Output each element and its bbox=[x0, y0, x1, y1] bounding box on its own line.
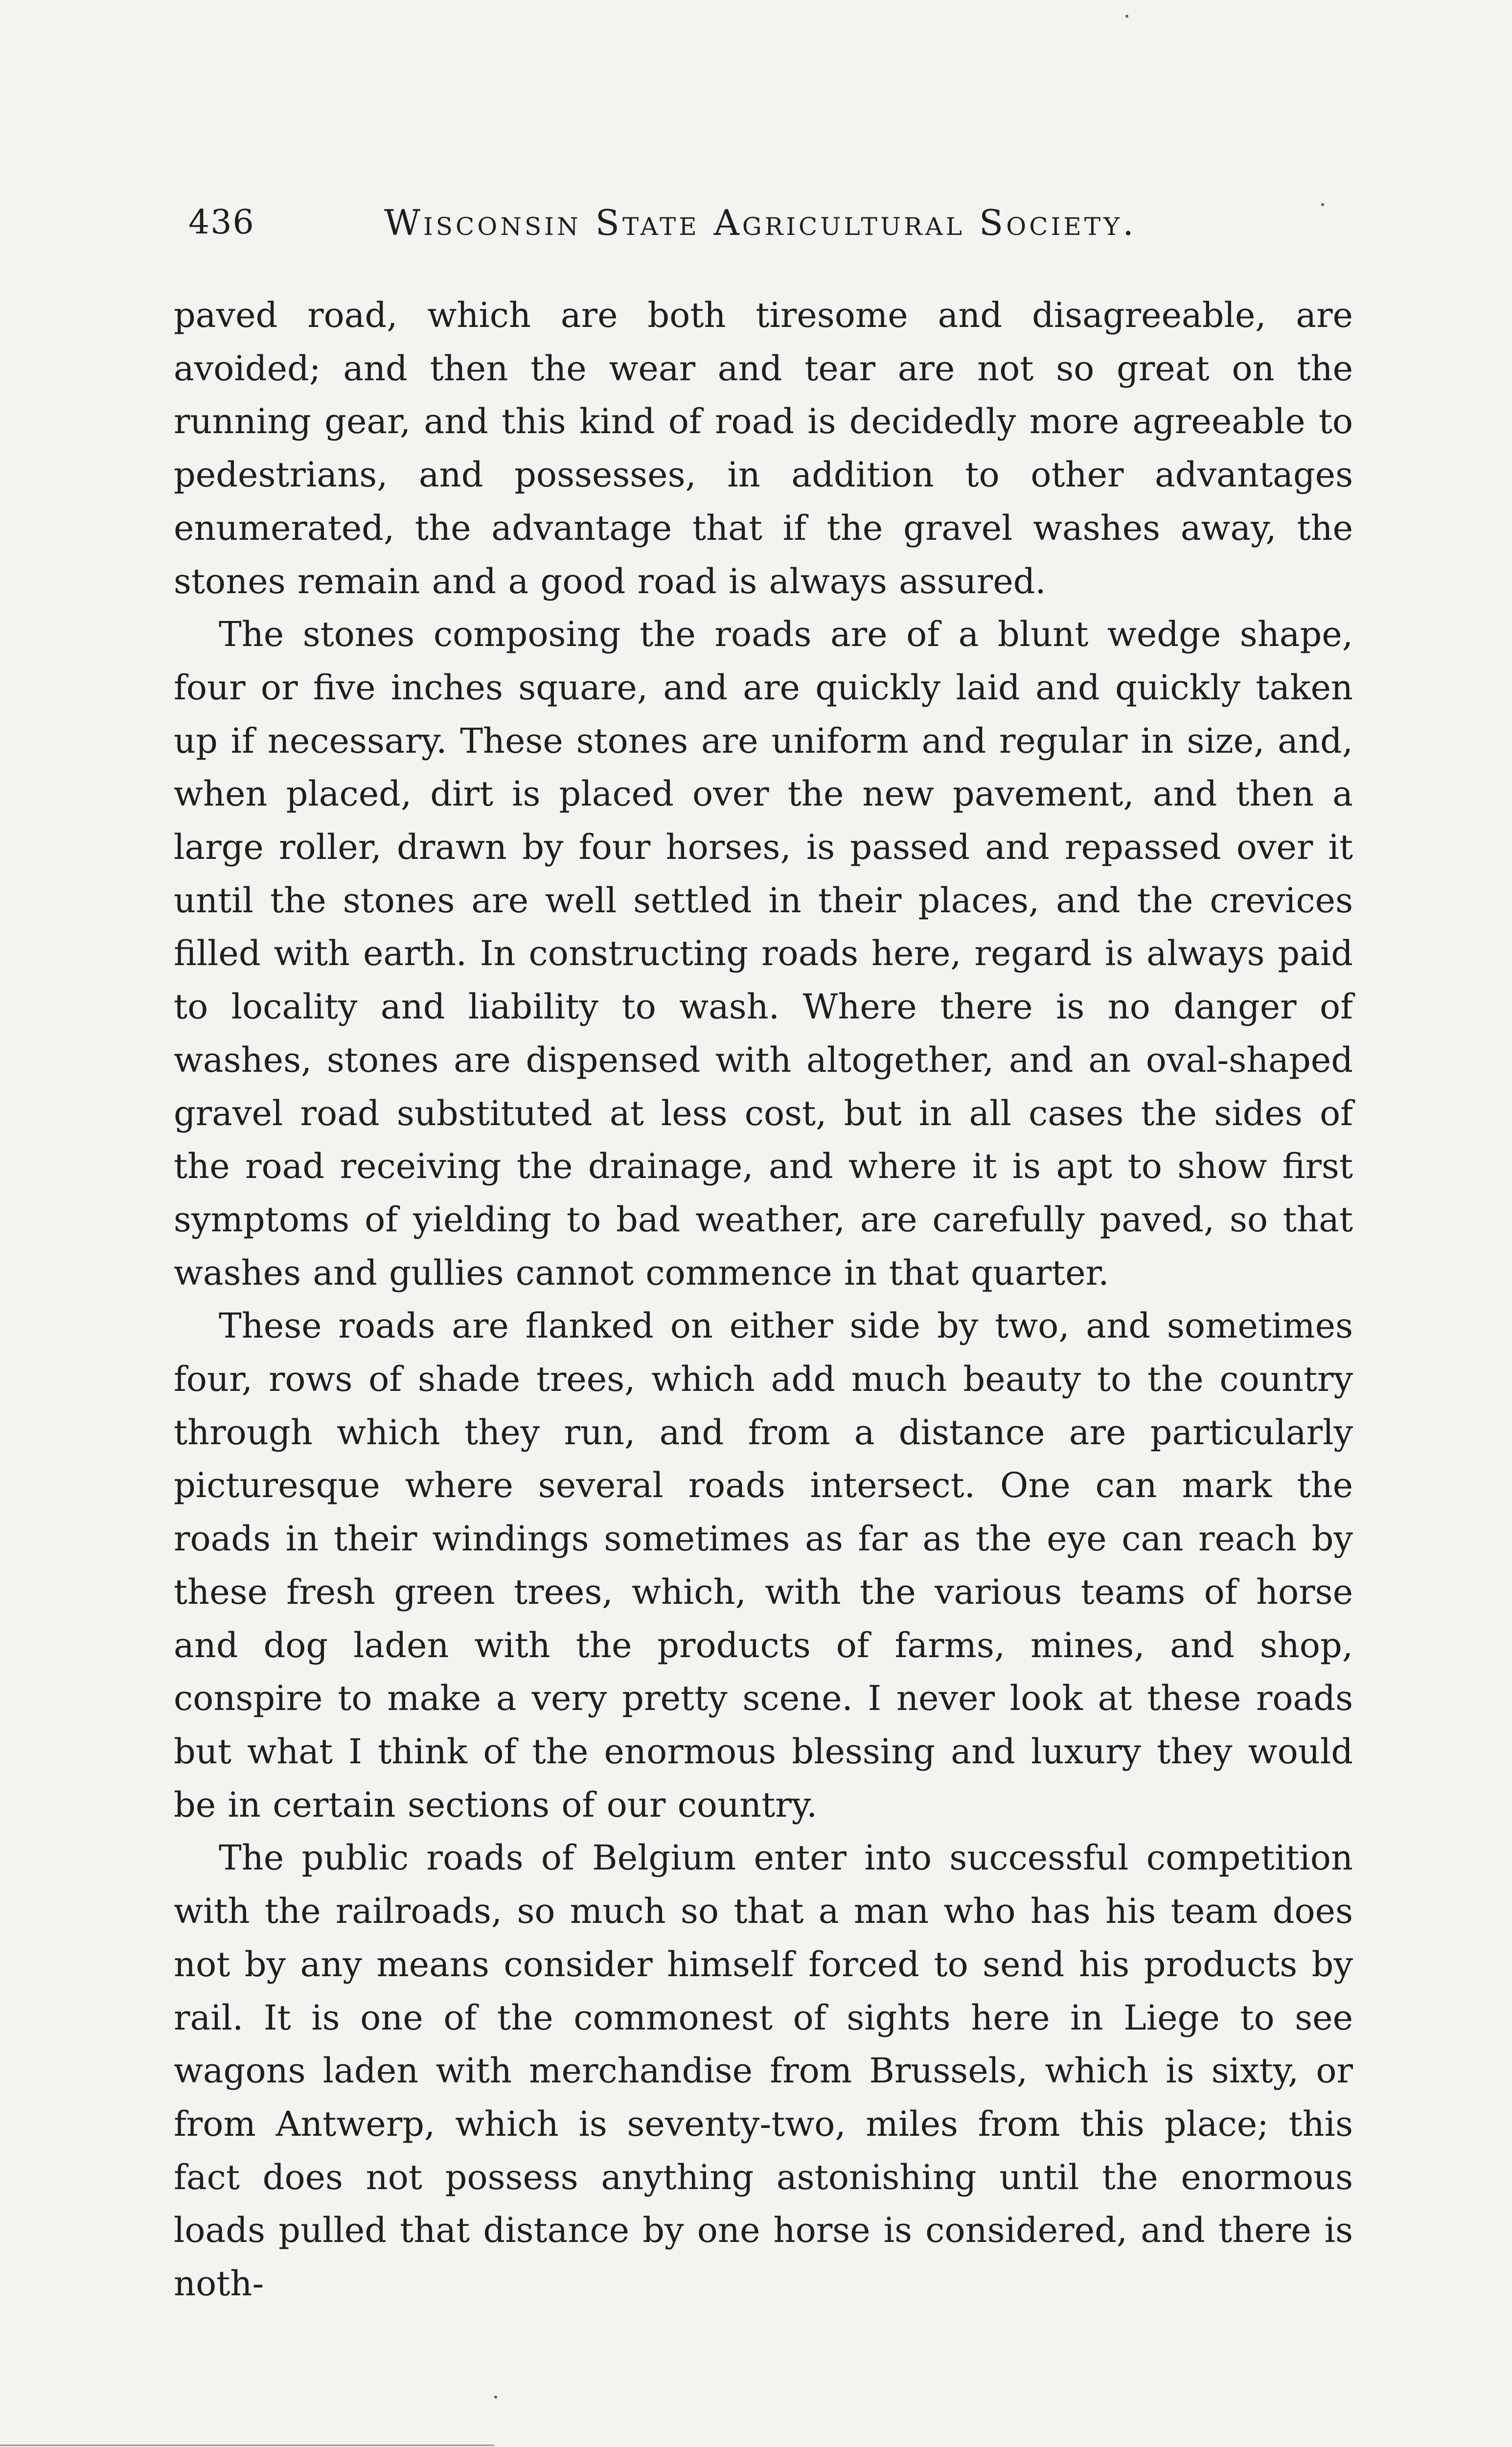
scan-speck bbox=[1125, 15, 1128, 18]
page-number: 436 bbox=[188, 203, 255, 242]
bottom-rule bbox=[0, 2445, 494, 2446]
paragraph-stones: The stones composing the roads are of a blunt wedge shape, four or five inches square, and are quickly laid and quickly taken up if necessary. These stones are uniform and regular in size, and, when placed, dirt is placed over the new pavement, and then a large roller, drawn by four horses, is passed and repassed over it until the stones are well settled in their places, and the crevices filled with earth. In constructing roads here, regard is always paid to locality and liability to wash. Where there is no danger of washes, stones are dispensed with altogether, and an oval-shaped gravel road substituted at less cost, but in all cases the sides of the road receiving the drainage, and where it is apt to show first symptoms of yielding to bad weather, are carefully paved, so that washes and gullies cannot commence in that quarter. bbox=[174, 614, 1353, 1293]
paragraph-shade-trees: These roads are flanked on either side by two, and sometimes four, rows of shade trees, which add much beauty to the country through which they run, and from a distance are particularly picturesque where several roads intersect. One can mark the roads in their windings sometimes as far as the eye can reach by these fresh green trees, which, with the various teams of horse and dog laden with the products of farms, mines, and shop, conspire to make a very pretty scene. I never look at these roads but what I think of the enormous blessing and luxury they would be in certain sections of our country. bbox=[174, 1306, 1353, 1825]
scan-speck bbox=[494, 2396, 497, 2399]
body-text bbox=[174, 289, 1353, 2310]
paragraph-public-roads: The public roads of Belgium enter into successful competition with the railroads, so much so that a man who has his team does not by any means consider himself forced to send his products by rail. It is one of the commonest of sights here in Liege to see wagons laden with merchandise from Brussels, which is sixty, or from Antwerp, which is seventy-two, miles from this place; this fact does not possess anything astonishing until the enormous loads pulled that distance by one horse is considered, and there is noth- bbox=[174, 1838, 1353, 2304]
paragraph-continued: paved road, which are both tiresome and disagreeable, are avoided; and then the wear and tear are not so great on the running gear, and this kind of road is decidedly more agreeable to pedestrians, and possesses, in addition to other advantages enumerated, the advantage that if the gravel washes away, the stones remain and a good road is always assured. bbox=[174, 295, 1353, 601]
running-title: Wisconsin State Agricultural Society. bbox=[384, 202, 1137, 243]
scan-speck bbox=[1321, 203, 1324, 206]
page-header bbox=[188, 186, 1353, 259]
